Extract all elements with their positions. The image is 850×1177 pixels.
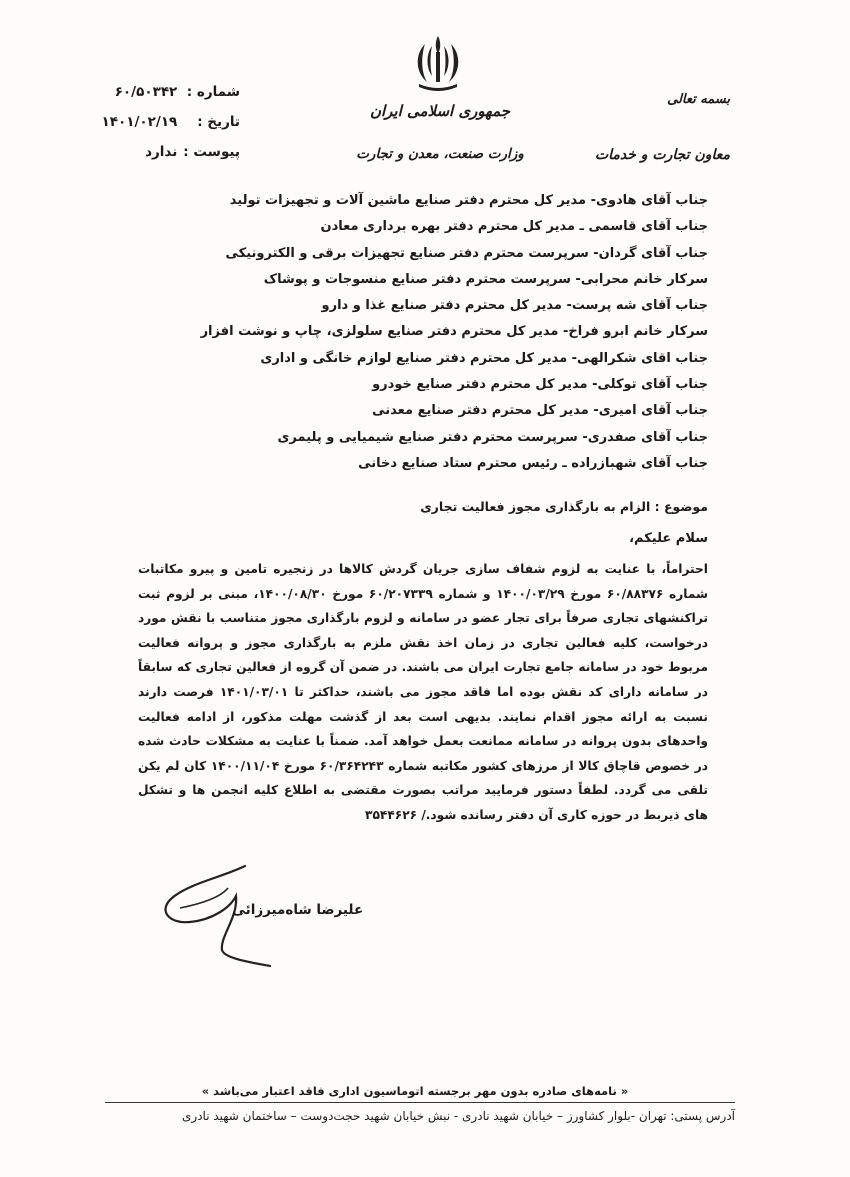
number-label: شماره : [186, 84, 240, 100]
republic-title: جمهوری اسلامی ایران [369, 102, 511, 120]
department-title: معاون تجارت و خدمات [594, 147, 730, 163]
recipient-line: جناب آقای توکلی- مدیر کل محترم دفتر صنایع خودرو [372, 377, 708, 393]
basmala: بسمه تعالی [667, 92, 730, 107]
letter-date [100, 114, 240, 130]
ministry-title: وزارت صنعت، معدن و تجارت [356, 146, 524, 162]
recipient-line: جناب آقای امیری- مدیر کل محترم دفتر صنایع معدنی [372, 403, 708, 419]
footer-note: « نامه‌های صادره بدون مهر برجسته اتوماسیون اداری فاقد اعتبار می‌باشد » [201, 1084, 629, 1098]
recipient-line: سرکار خانم محرابی- سرپرست محترم دفتر صنایع منسوجات و پوشاک [263, 271, 708, 287]
recipient-line: جناب آقای شهبازراده ـ رئیس محترم ستاد صنایع دخانی [358, 455, 708, 471]
footer-divider [105, 1102, 735, 1103]
letter-subject: موضوع : الزام به بارگذاری مجوز فعالیت تجاری [420, 499, 708, 514]
letter-number [100, 84, 240, 100]
date-value: ۱۴۰۱/۰۲/۱۹ [101, 114, 178, 130]
attachment-label: پیوست : [183, 144, 240, 160]
recipient-line: سرکار خانم ابرو فراخ- مدیر کل محترم دفتر صنایع سلولزی، چاپ و نوشت افزار [200, 324, 708, 340]
date-label: تاریخ : [197, 114, 240, 130]
recipient-line: جناب آقای صفدری- سرپرست محترم دفتر صنایع شیمیایی و پلیمری [277, 429, 708, 445]
attachment-value: ندارد [145, 144, 178, 160]
signer-name: علیرضا شاه‌میرزائی [232, 902, 364, 918]
recipient-line: جناب اقای شکرالهی- مدیر کل محترم دفتر صنایع لوازم خانگی و اداری [260, 350, 708, 366]
recipients-list [108, 188, 708, 477]
letter-attachment [100, 144, 240, 160]
recipient-line: جناب آقای قاسمی ـ مدیر کل محترم دفتر بهره برداری معادن [320, 219, 708, 235]
recipient-line: جناب آقای گردان- سرپرست محترم دفتر صنایع تجهیزات برقی و الکترونیکی [225, 245, 708, 261]
recipient-line: جناب آقای هادوی- مدیر کل محترم دفتر صنایع ماشین آلات و تجهیزات تولید [229, 193, 708, 208]
recipient-line: جناب آقای شه پرست- مدیر کل محترم دفتر صنایع غذا و دارو [321, 298, 708, 314]
greeting: سلام علیکم، [629, 531, 708, 546]
number-value: ۶۰/۵۰۳۴۲ [114, 84, 178, 100]
postal-address: آدرس پستی: تهران -بلوار کشاورز – خیابان شهید نادری - نبش خیابان شهید حجت‌دوست – ساختمان شهید نادری [182, 1109, 735, 1123]
letter-body: احتراماً، با عنایت به لزوم شفاف سازی جریان گردش کالاها در زنجیره تامین و پیرو مکاتبات شماره ۶۰/۸۸۳۷۶ مورخ ۱۴۰۰/۰۳/۲۹ و شماره ۶۰/۲۰۷۳۳۹ مورخ ۱۴۰۰/۰۸/۳۰، مبنی بر لزوم ثبت تراکنشهای تجاری صرفاً برای تجار عضو در سامانه و لزوم بارگذاری مجوز متناسب با نقش مورد درخواست، کلیه فعالین تجاری در زمان اخذ نقش ملزم به بارگذاری مجوز و پروانه فعالیت مربوط خود در سامانه جامع تجارت ایران می باشند. در ضمن آن گروه از فعالین تجاری که سابقاً در سامانه دارای کد نقش بوده اما فاقد مجوز می باشند، حداکثر تا ۱۴۰۱/۰۳/۰۱ فرصت دارند نسبت به ارائه مجوز اقدام نمایند. بدیهی است بعد از گذشت مهلت مذکور، از ادامه فعالیت واحدهای بدون پروانه در سامانه ممانعت بعمل خواهد آمد. ضمناً با عنایت به مشکلات حادث شده در خصوص قاچاق کالا از مرزهای کشور مکاتبه شماره ۶۰/۳۶۴۲۴۳ مورخ ۱۴۰۰/۱۱/۰۴ کان لم یکن تلقی می گردد. لطفاً دستور فرمایید مراتب بصورت مقتضی به اطلاع کلیه انجمن ها و تشکل های ذیربط در حوزه کاری آن دفتر رسانده شود./ ۳۵۴۴۶۲۶ [138, 562, 708, 822]
emblem-icon [405, 32, 471, 92]
